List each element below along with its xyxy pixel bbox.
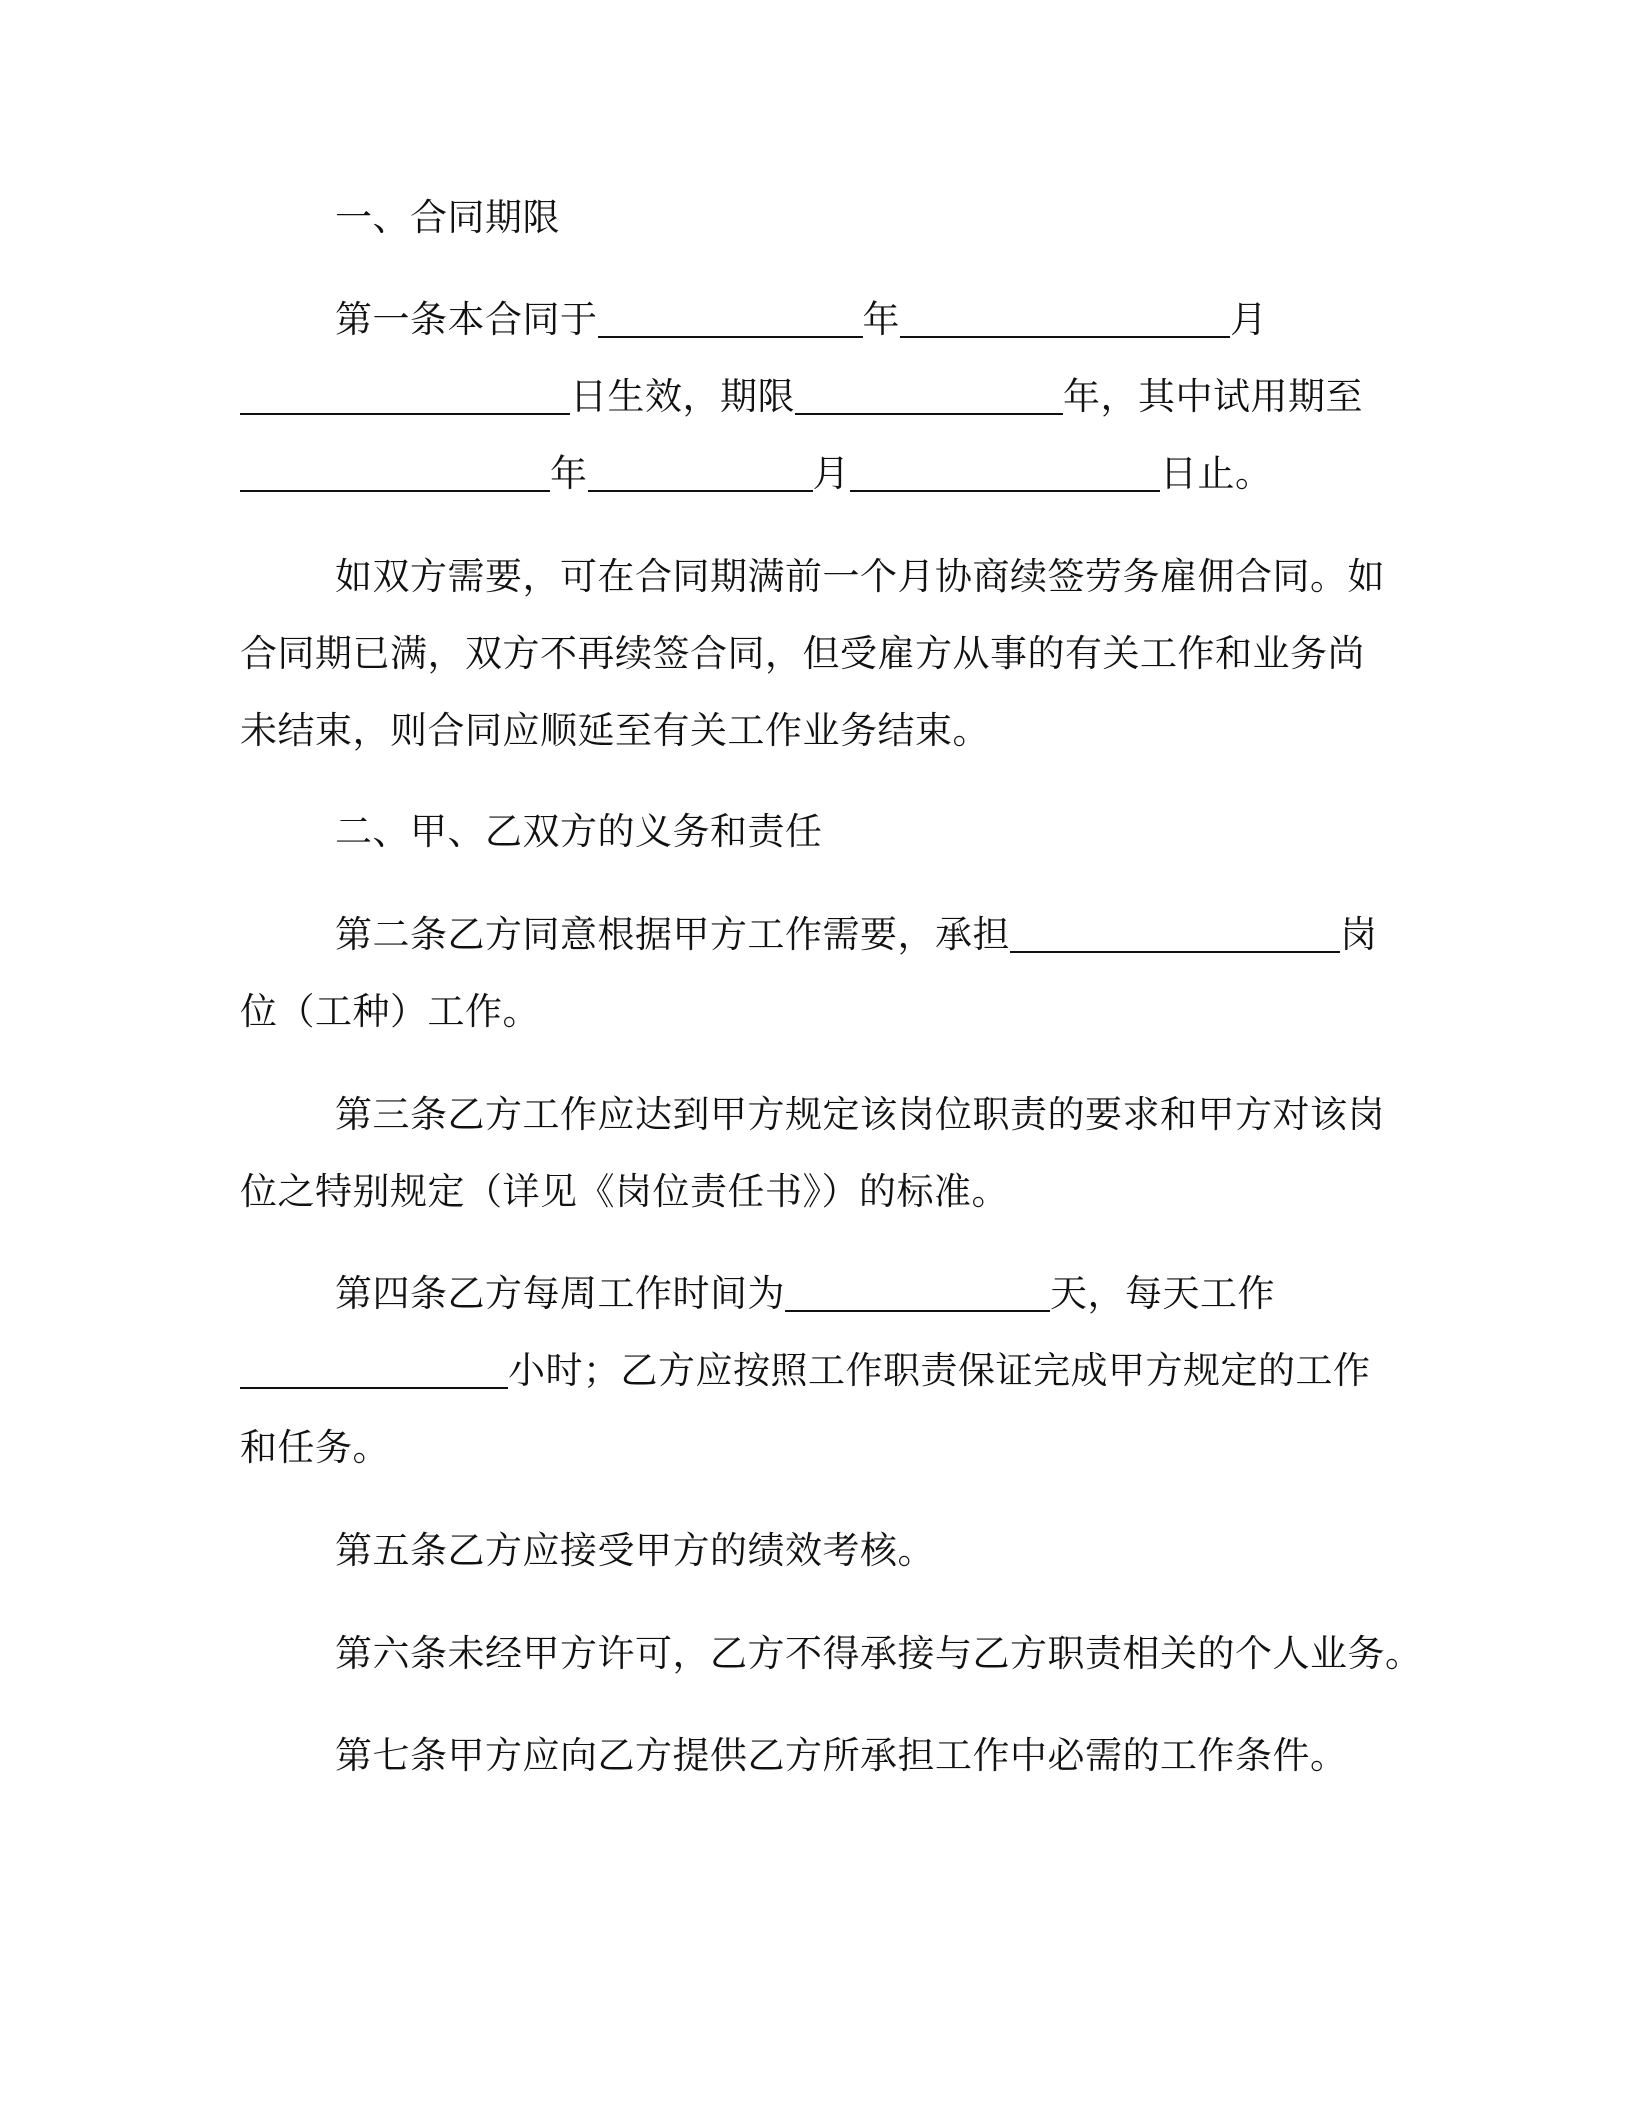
article-1-month2: 月 <box>812 452 850 495</box>
article-6: 第六条未经甲方许可，乙方不得承接与乙方职责相关的个人业务。 <box>335 1632 1423 1675</box>
article-4-line-3: 和任务。 <box>240 1426 390 1469</box>
article-1-day-effective: 日生效，期限 <box>570 375 795 418</box>
blank-field[interactable] <box>1010 917 1340 953</box>
article-4-prefix: 第四条乙方每周工作时间为 <box>335 1272 785 1315</box>
blank-field[interactable] <box>795 379 1063 415</box>
article-4-days: 天，每天工作 <box>1050 1272 1275 1315</box>
blank-field[interactable] <box>850 456 1160 492</box>
blank-field[interactable] <box>240 456 550 492</box>
article-1-prefix: 第一条本合同于 <box>335 298 598 341</box>
blank-field[interactable] <box>588 456 813 492</box>
article-4-hours: 小时；乙方应按照工作职责保证完成甲方规定的工作 <box>508 1349 1371 1392</box>
blank-field[interactable] <box>240 379 570 415</box>
article-2-line-1 <box>335 911 1378 959</box>
article-4-line-2 <box>240 1347 1371 1395</box>
article-1-line-1 <box>335 296 1268 344</box>
article-2-prefix: 第二条乙方同意根据甲方工作需要，承担 <box>335 913 1010 956</box>
article-5: 第五条乙方应接受甲方的绩效考核。 <box>335 1529 935 1572</box>
article-3-line-1: 第三条乙方工作应达到甲方规定该岗位职责的要求和甲方对该岗 <box>335 1093 1385 1136</box>
section-heading-term: 一、合同期限 <box>335 196 560 239</box>
article-1-line-3 <box>240 450 1273 498</box>
article-2-suffix: 岗 <box>1340 913 1378 956</box>
section-heading-obligations: 二、甲、乙双方的义务和责任 <box>335 810 823 853</box>
renewal-line-1: 如双方需要，可在合同期满前一个月协商续签劳务雇佣合同。如 <box>335 555 1385 598</box>
article-1-year: 年 <box>862 298 900 341</box>
article-1-line-2 <box>240 373 1363 421</box>
article-1-year2: 年 <box>550 452 588 495</box>
article-3-line-2: 位之特别规定（详见《岗位责任书》）的标准。 <box>240 1170 1009 1213</box>
article-1-month: 月 <box>1230 298 1268 341</box>
article-1-year-trial: 年，其中试用期至 <box>1063 375 1363 418</box>
article-7: 第七条甲方应向乙方提供乙方所承担工作中必需的工作条件。 <box>335 1734 1348 1777</box>
blank-field[interactable] <box>240 1353 508 1389</box>
renewal-line-2: 合同期已满，双方不再续签合同，但受雇方从事的有关工作和业务尚 <box>240 632 1365 675</box>
blank-field[interactable] <box>598 302 863 338</box>
article-1-day-end: 日止。 <box>1160 452 1273 495</box>
blank-field[interactable] <box>785 1276 1050 1312</box>
renewal-line-3: 未结束，则合同应顺延至有关工作业务结束。 <box>240 709 990 752</box>
article-2-line-2: 位（工种）工作。 <box>240 990 540 1033</box>
article-4-line-1 <box>335 1270 1275 1318</box>
blank-field[interactable] <box>900 302 1230 338</box>
